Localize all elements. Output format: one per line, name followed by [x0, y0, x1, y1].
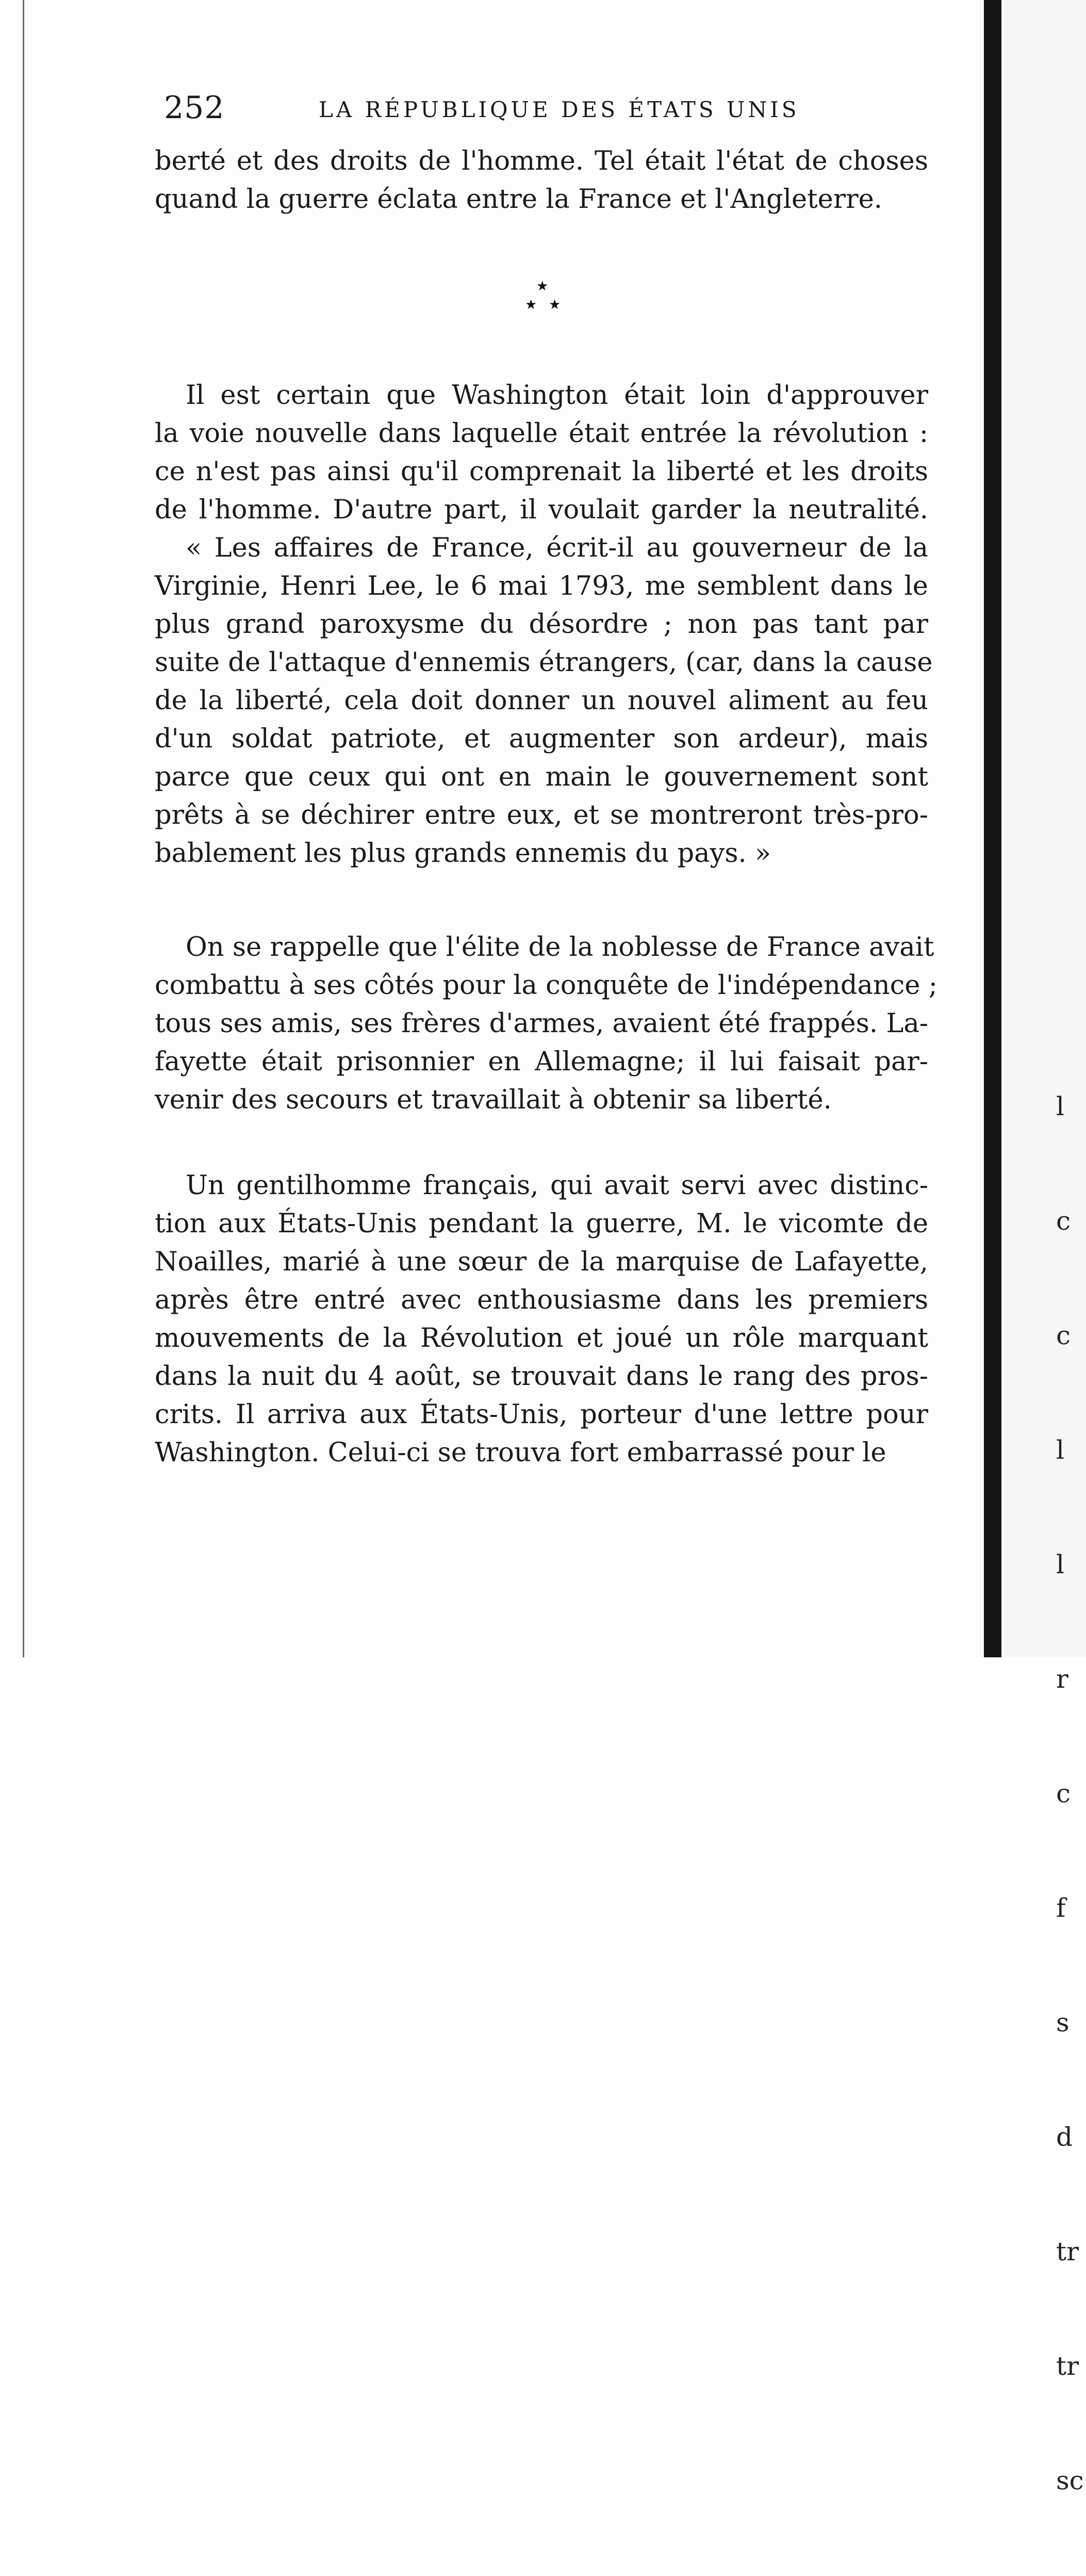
- facing-page-fragment: l: [1056, 1550, 1064, 1579]
- text-line: Il est certain que Washington était loin d'approuver: [186, 380, 928, 411]
- text-line: tous ses amis, ses frères d'armes, avaient été frappés. La-: [155, 1008, 928, 1039]
- facing-page-fragment: l: [1056, 1435, 1064, 1465]
- text-line: Washington. Celui-ci se trouva fort embarrassé pour le: [155, 1438, 886, 1468]
- facing-page-fragments: [1056, 1011, 1086, 2576]
- text-line: plus grand paroxysme du désordre ; non pas tant par: [155, 609, 928, 640]
- scan-margin-line: [23, 0, 24, 1657]
- facing-page-fragment: c: [1056, 1206, 1071, 1236]
- text-line: Virginie, Henri Lee, le 6 mai 1793, me semblent dans le: [155, 571, 928, 601]
- page-header: [164, 87, 912, 133]
- text-line: dans la nuit du 4 août, se trouvait dans le rang des pros-: [155, 1361, 928, 1392]
- text-line: après être entré avec enthousiasme dans les premiers: [155, 1285, 928, 1315]
- facing-page-fragment: f: [1056, 1893, 1066, 1923]
- text-line: suite de l'attaque d'ennemis étrangers, (car, dans la cause: [155, 647, 933, 678]
- facing-page-fragment: c: [1056, 1779, 1071, 1808]
- facing-page-fragment: c: [1056, 1320, 1071, 1350]
- text-line: d'un soldat patriote, et augmenter son ardeur), mais: [155, 724, 928, 754]
- asterism-ornament: [521, 279, 572, 325]
- text-line: la voie nouvelle dans laquelle était entrée la révolution :: [155, 418, 928, 449]
- text-line: crits. Il arriva aux États-Unis, porteur d'une lettre pour: [155, 1399, 928, 1430]
- text-line: Un gentilhomme français, qui avait servi avec distinc-: [186, 1170, 928, 1201]
- facing-page-fragment: d: [1056, 2122, 1073, 2152]
- text-line: tion aux États-Unis pendant la guerre, M. le vicomte de: [155, 1209, 928, 1239]
- facing-page-fragment: tr: [1056, 2237, 1079, 2267]
- text-line: parce que ceux qui ont en main le gouvernement sont: [155, 762, 928, 792]
- text-line: bablement les plus grands ennemis du pays. »: [155, 838, 771, 869]
- paragraph-noailles: [155, 1167, 928, 1472]
- text-line: On se rappelle que l'élite de la noblesse de France avait: [186, 932, 934, 963]
- page-number: 252: [164, 90, 225, 126]
- text-line: combattu à ses côtés pour la conquête de l'indépendance ;: [155, 970, 937, 1001]
- text-line: quand la guerre éclata entre la France et l'Angleterre.: [155, 184, 882, 215]
- running-head: LA RÉPUBLIQUE DES ÉTATS UNIS: [319, 97, 800, 122]
- facing-page-fragment: s: [1056, 2008, 1069, 2037]
- paragraph-lafayette: [155, 928, 937, 1119]
- facing-page-fragment: r: [1056, 1664, 1068, 1694]
- book-spine-shadow: [984, 0, 1001, 1657]
- facing-page-fragment: sc: [1056, 2466, 1084, 2496]
- facing-page-fragment: l: [1056, 1091, 1064, 1121]
- text-line: ce n'est pas ainsi qu'il comprenait la liberté et les droits: [155, 456, 928, 487]
- text-line: fayette était prisonnier en Allemagne; il lui faisait par-: [155, 1047, 928, 1077]
- text-line: berté et des droits de l'homme. Tel était l'état de choses: [155, 146, 928, 176]
- star-icon: ★: [536, 279, 549, 294]
- star-icon: ★: [549, 297, 561, 313]
- text-line: de l'homme. D'autre part, il voulait garder la neutralité.: [155, 495, 928, 525]
- text-line: prêts à se déchirer entre eux, et se montreront très-pro-: [155, 800, 928, 830]
- text-line: « Les affaires de France, écrit-il au gouverneur de la: [186, 533, 928, 563]
- text-line: venir des secours et travaillait à obtenir sa liberté.: [155, 1085, 832, 1115]
- paragraph-washington-neutrality: [155, 377, 933, 873]
- text-line: Noailles, marié à une sœur de la marquise de Lafayette,: [155, 1247, 928, 1277]
- text-line: de la liberté, cela doit donner un nouvel aliment au feu: [155, 686, 928, 716]
- text-line: mouvements de la Révolution et joué un rôle marquant: [155, 1323, 928, 1354]
- facing-page-fragment: tr: [1056, 2351, 1079, 2381]
- paragraph-continuation: [155, 142, 928, 219]
- star-icon: ★: [525, 297, 537, 313]
